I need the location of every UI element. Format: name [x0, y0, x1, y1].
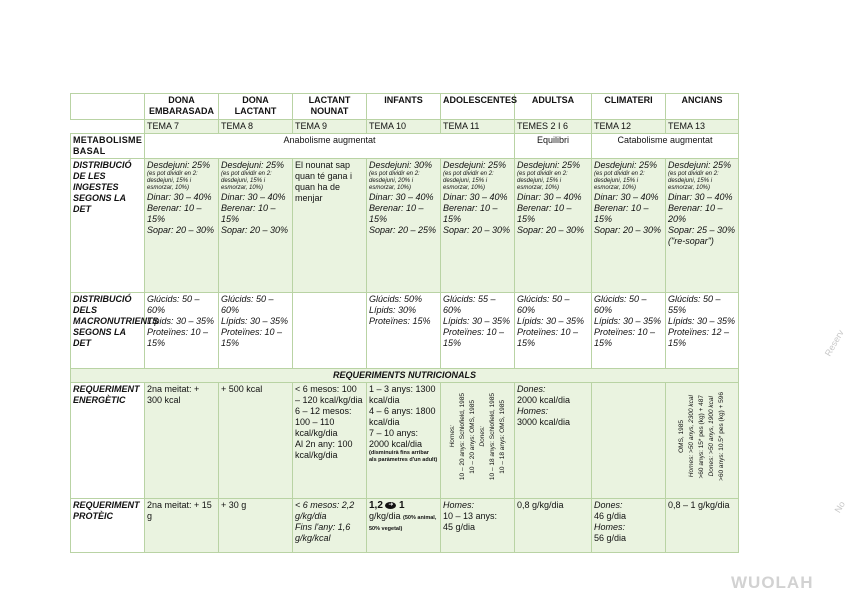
tema-cell: TEMA 11: [441, 120, 515, 134]
col-header: LACTANT NOUNAT: [293, 94, 367, 120]
glucids: Glúcids: 50 – 60%: [517, 294, 570, 315]
prot-adolescents: [441, 499, 515, 553]
energ-note: (disminuirà fins arribar als paràmetres d'un adult): [369, 450, 438, 463]
energ-nounat: [293, 383, 367, 499]
berenar: Berenar: 10 – 15%: [369, 203, 424, 224]
desdejuni: Desdejuni: 30%: [369, 160, 433, 170]
vertical-line: >60 anys: 10.5* pes (kg) + 596: [718, 392, 725, 481]
prot-line: < 6 mesos: 2,2 g/kg/dia: [295, 500, 355, 521]
sopar: Sopar: 20 – 25%: [369, 225, 437, 235]
note: (es pot dividir en 2: desdejuni, 15% i esmorzar, 10%): [668, 171, 719, 191]
ingestes-adults: [515, 159, 592, 293]
prot-nounat: [293, 499, 367, 553]
desdejuni: Desdejuni: 25%: [517, 160, 581, 170]
prot-embarasada: 2na meitat: + 15 g: [145, 499, 219, 553]
energ-adults: [515, 383, 592, 499]
tema-cell: TEMA 12: [592, 120, 666, 134]
glucids: Glúcids: 55 – 60%: [443, 294, 496, 315]
dinar: Dinar: 30 – 40%: [221, 192, 286, 202]
proteines: Proteïnes: 15%: [369, 316, 431, 326]
col-header: DONA EMBARASADA: [145, 94, 219, 120]
energ-adolescents: [441, 383, 515, 499]
energ-climateri: [592, 383, 666, 499]
prot-ancians: 0,8 – 1 g/kg/dia: [666, 499, 739, 553]
ingestes-climateri: [592, 159, 666, 293]
proteines: Proteïnes: 10 – 15%: [147, 327, 209, 348]
col-header: DONA LACTANT: [219, 94, 293, 120]
row-label-energetic: REQUERIMENT ENERGÈTIC: [71, 383, 145, 499]
row-label-proteic: REQUERIMENT PROTÈIC: [71, 499, 145, 553]
macro-lactant: [219, 293, 293, 369]
sopar: Sopar: 20 – 30%: [517, 225, 585, 235]
note: (es pot dividir en 2: desdejuni, 15% i esmorzar, 10%): [443, 171, 494, 191]
dinar: Dinar: 30 – 40%: [517, 192, 582, 202]
prot-unit: [369, 511, 438, 533]
vertical-line: 10 – 18 anys: Schlofield, 1985: [488, 392, 496, 481]
proteines: Proteïnes: 10 – 15%: [221, 327, 283, 348]
dinar: Dinar: 30 – 40%: [594, 192, 659, 202]
ingestes-embarasada: [145, 159, 219, 293]
energ-line: Al 2n any: 100 kcal/kg/dia: [295, 439, 353, 460]
energ-line: 2000 kcal/dia: [517, 395, 571, 405]
macro-embarasada: [145, 293, 219, 369]
proteines: Proteïnes: 12 – 15%: [668, 327, 730, 348]
energ-line: 3000 kcal/dia: [517, 417, 571, 427]
prot-line: Fins l'any: 1,6 g/kg/kcal: [295, 522, 351, 543]
lipids: Lípids: 30 – 35%: [443, 316, 511, 326]
energ-line: 7 – 10 anys: 2000 kcal/dia: [369, 428, 423, 449]
glucids: Glúcids: 50%: [369, 294, 423, 304]
ingestes-infants: [367, 159, 441, 293]
lipids: Lípids: 30 – 35%: [221, 316, 289, 326]
energ-lactant: + 500 kcal: [219, 383, 293, 499]
prot-line: 56 g/dia: [594, 533, 627, 543]
prot-climateri: [592, 499, 666, 553]
vertical-text-group: [443, 384, 512, 489]
sopar: Sopar: 20 – 30%: [221, 225, 289, 235]
energ-line: Dones:: [517, 384, 546, 394]
col-header: INFANTS: [367, 94, 441, 120]
vertical-line: 10 – 20 anys: Schlofield, 1985: [458, 392, 466, 481]
col-header: ADULTSA: [515, 94, 592, 120]
empty-cell: [71, 120, 145, 134]
note: (es pot dividir en 2: desdejuni, 15% i esmorzar, 10%): [594, 171, 645, 191]
note: (es pot dividir en 2: desdejuni, 15% i esmorzar, 10%): [221, 171, 272, 191]
energ-line: 4 – 6 anys: 1800 kcal/dia: [369, 406, 436, 427]
desdejuni: Desdejuni: 25%: [668, 160, 732, 170]
macro-nounat: [293, 293, 367, 369]
dinar: Dinar: 30 – 40%: [147, 192, 212, 202]
nutrition-table: [70, 93, 739, 553]
sopar: Sopar: 20 – 30%: [594, 225, 662, 235]
energ-line: 6 – 12 mesos: 100 – 110 kcal/kg/dia: [295, 406, 352, 438]
tema-cell: TEMA 7: [145, 120, 219, 134]
glucids: Glúcids: 50 – 60%: [594, 294, 647, 315]
col-header: ADOLESCENTES: [441, 94, 515, 120]
berenar: Berenar: 10 – 15%: [147, 203, 202, 224]
energ-line: Homes:: [517, 406, 549, 416]
dinar: Dinar: 30 – 40%: [668, 192, 733, 202]
metab-anabol: Anabolisme augmentat: [145, 134, 515, 159]
berenar: Berenar: 10 – 20%: [668, 203, 723, 224]
lipids: Lípids: 30 – 35%: [147, 316, 215, 326]
prot-adults: 0,8 g/kg/dia: [515, 499, 592, 553]
prot-infants: [367, 499, 441, 553]
tema-cell: TEMA 10: [367, 120, 441, 134]
arrow-icon: ➜: [385, 502, 396, 509]
vertical-text-group: [668, 384, 736, 489]
vertical-line: 10 – 18 anys: OMS, 1985: [498, 399, 506, 474]
lipids: Lípids: 30%: [369, 305, 417, 315]
prot-unit-text: g/kg/dia: [369, 511, 401, 521]
ingestes-adolescents: [441, 159, 515, 293]
tema-cell: TEMA 13: [666, 120, 739, 134]
energ-line: 1 – 3 anys: 1300 kcal/dia: [369, 384, 436, 405]
desdejuni: Desdejuni: 25%: [147, 160, 211, 170]
desdejuni: Desdejuni: 25%: [221, 160, 285, 170]
row-label-ingestes: DISTRIBUCIÓ DE LES INGESTES SEGONS LA DET: [71, 159, 145, 293]
proteines: Proteïnes: 10 – 15%: [443, 327, 505, 348]
energ-ancians: [666, 383, 739, 499]
ingestes-nounat: El nounat sap quan té gana i quan ha de menjar: [293, 159, 367, 293]
berenar: Berenar: 10 – 15%: [221, 203, 276, 224]
energ-embarasada: 2na meitat: + 300 kcal: [145, 383, 219, 499]
energ-infants: [367, 383, 441, 499]
macro-ancians: [666, 293, 739, 369]
note: (es pot dividir en 2: desdejuni, 20% i esmorzar, 10%): [369, 171, 420, 191]
col-header: CLIMATERI: [592, 94, 666, 120]
tema-cell: TEMES 2 I 6: [515, 120, 592, 134]
energ-line: < 6 mesos: 100 – 120 kcal/kg/dia: [295, 384, 363, 405]
note: (es pot dividir en 2: desdejuni, 15% i esmorzar, 10%): [517, 171, 568, 191]
vertical-line: Homes: >50 anys, 2300 kcal: [688, 395, 695, 478]
tema-cell: TEMA 9: [293, 120, 367, 134]
metab-label: METABOLISME BASAL: [71, 134, 145, 159]
prot-line: Homes:: [443, 500, 475, 510]
vertical-line: Homes:: [448, 425, 456, 448]
metab-equil: Equilibri: [515, 134, 592, 159]
ingestes-ancians: [666, 159, 739, 293]
prot-note: (50% animal, 50% vegetal): [369, 515, 437, 532]
macro-adolescents: [441, 293, 515, 369]
vertical-line: OMS, 1985: [678, 420, 685, 453]
prot-range: [369, 500, 438, 511]
tema-cell: TEMA 8: [219, 120, 293, 134]
macro-adults: [515, 293, 592, 369]
prot-min: 1,2: [369, 500, 383, 511]
prot-line: 46 g/dia: [594, 511, 627, 521]
berenar: Berenar: 10 – 15%: [594, 203, 649, 224]
proteines: Proteïnes: 10 – 15%: [594, 327, 656, 348]
dinar: Dinar: 30 – 40%: [369, 192, 434, 202]
corner-cell: [71, 94, 145, 120]
macro-infants: [367, 293, 441, 369]
sopar: Sopar: 20 – 30%: [147, 225, 215, 235]
lipids: Lípids: 30 – 35%: [594, 316, 662, 326]
row-label-macro: DISTRIBUCIÓ DELS MACRONUTRIENTS SEGONS LA DET: [71, 293, 145, 369]
sopar: Sopar: 25 – 30% ("re-sopar"): [668, 225, 736, 246]
prot-line: 45 g/dia: [443, 522, 476, 532]
sopar: Sopar: 20 – 30%: [443, 225, 511, 235]
side-watermark: No: [832, 499, 847, 515]
lipids: Lípids: 30 – 35%: [668, 316, 736, 326]
desdejuni: Desdejuni: 25%: [443, 160, 507, 170]
vertical-line: >60 anys: 15* pes (kg) + 487: [698, 394, 705, 479]
vertical-line: Dones: >50 anys, 1900 kcal: [708, 396, 715, 477]
prot-line: 10 – 13 anys:: [443, 511, 498, 521]
section-title: REQUERIMENTS NUTRICIONALS: [71, 369, 739, 383]
ingestes-lactant: [219, 159, 293, 293]
vertical-line: Dones:: [478, 426, 486, 447]
desdejuni: Desdejuni: 25%: [594, 160, 658, 170]
prot-max: 1: [398, 500, 405, 511]
glucids: Glúcids: 50 – 60%: [221, 294, 274, 315]
prot-line: Dones:: [594, 500, 623, 510]
wuolah-logo: WUOLAH: [731, 573, 814, 592]
prot-line: Homes:: [594, 522, 626, 532]
macro-climateri: [592, 293, 666, 369]
berenar: Berenar: 10 – 15%: [443, 203, 498, 224]
proteines: Proteïnes: 10 – 15%: [517, 327, 579, 348]
berenar: Berenar: 10 – 15%: [517, 203, 572, 224]
glucids: Glúcids: 50 – 55%: [668, 294, 721, 315]
lipids: Lípids: 30 – 35%: [517, 316, 585, 326]
prot-lactant: + 30 g: [219, 499, 293, 553]
vertical-line: 10 – 20 anys: OMS, 1985: [468, 399, 476, 474]
glucids: Glúcids: 50 – 60%: [147, 294, 200, 315]
col-header: ANCIANS: [666, 94, 739, 120]
metab-catabol: Catabolisme augmentat: [592, 134, 739, 159]
note: (es pot dividir en 2: desdejuni, 15% i esmorzar, 10%): [147, 171, 198, 191]
dinar: Dinar: 30 – 40%: [443, 192, 508, 202]
side-watermark: Reserv: [822, 328, 846, 358]
